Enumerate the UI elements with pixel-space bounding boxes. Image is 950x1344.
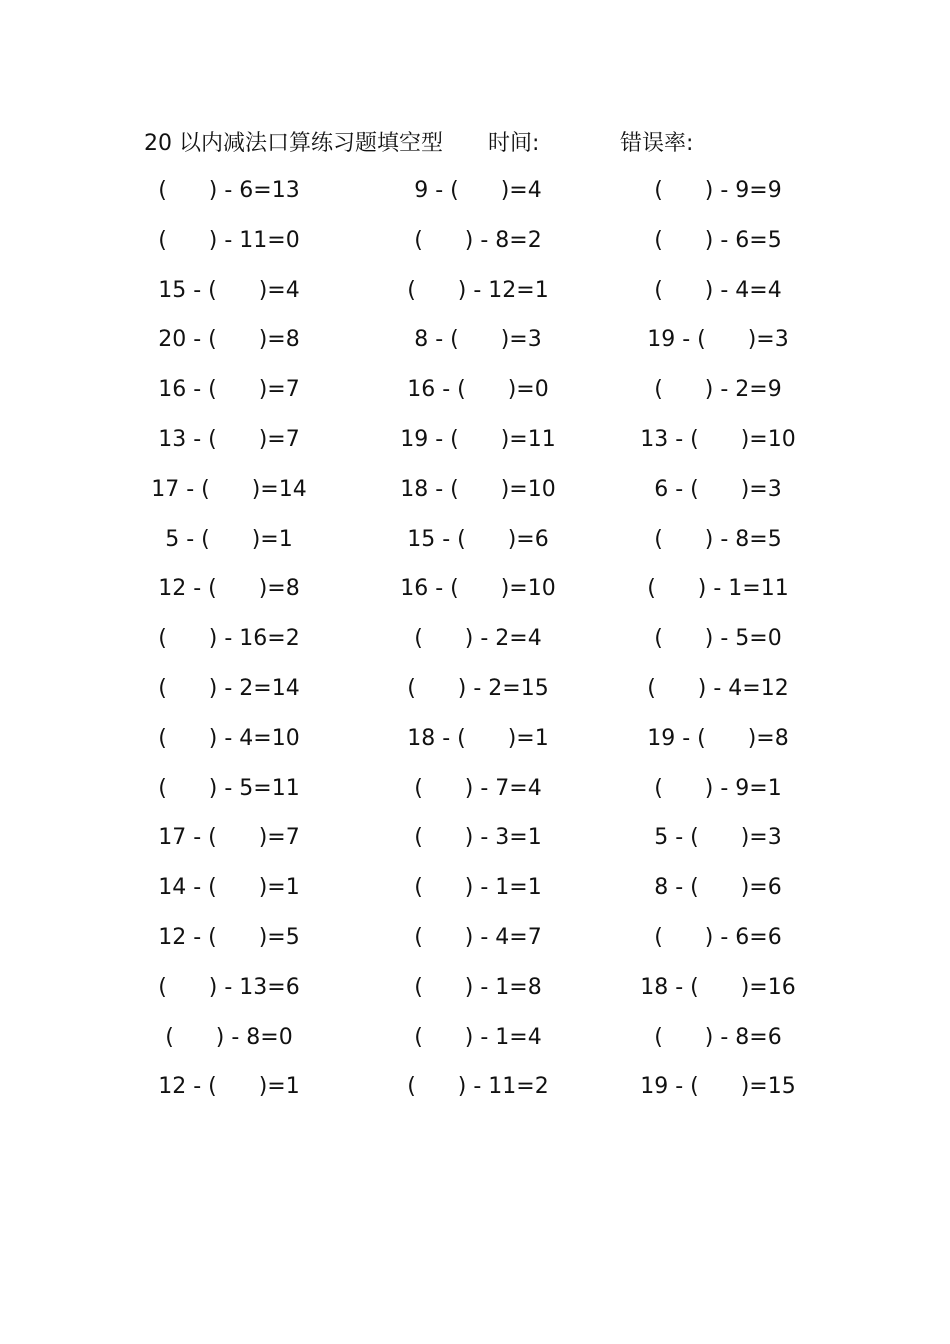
problem-row bbox=[0, 522, 950, 572]
problem-cell: ( ) - 6=6 bbox=[654, 924, 782, 950]
problem-cell: 18 - ( )=16 bbox=[640, 974, 796, 1000]
problem-cell: 18 - ( )=1 bbox=[407, 725, 549, 751]
problem-row bbox=[0, 273, 950, 323]
problem-cell: ( ) - 4=7 bbox=[414, 924, 542, 950]
problem-cell: ( ) - 16=2 bbox=[158, 626, 300, 652]
problem-cell: 12 - ( )=5 bbox=[158, 924, 300, 950]
problem-row bbox=[0, 870, 950, 920]
problem-row bbox=[0, 920, 950, 970]
problem-cell: ( ) - 8=0 bbox=[165, 1024, 293, 1050]
worksheet-title: 20 以内减法口算练习题填空型 bbox=[144, 131, 443, 156]
problem-cell: ( ) - 8=2 bbox=[414, 227, 542, 253]
problem-cell: 15 - ( )=6 bbox=[407, 526, 549, 552]
problem-row bbox=[0, 173, 950, 223]
problem-row bbox=[0, 472, 950, 522]
problem-row bbox=[0, 1020, 950, 1070]
problem-cell: ( ) - 2=9 bbox=[654, 377, 782, 403]
problem-row bbox=[0, 422, 950, 472]
problem-cell: ( ) - 1=1 bbox=[414, 875, 542, 901]
problem-cell: ( ) - 11=2 bbox=[407, 1074, 549, 1100]
problem-cell: 19 - ( )=3 bbox=[647, 327, 789, 353]
problem-cell: 19 - ( )=8 bbox=[647, 725, 789, 751]
problem-cell: 19 - ( )=11 bbox=[400, 426, 556, 452]
problem-cell: ( ) - 4=10 bbox=[158, 725, 300, 751]
problem-cell: ( ) - 1=8 bbox=[414, 974, 542, 1000]
worksheet-header bbox=[0, 126, 950, 160]
problem-cell: 16 - ( )=10 bbox=[400, 576, 556, 602]
problem-row bbox=[0, 721, 950, 771]
problem-cell: 12 - ( )=8 bbox=[158, 576, 300, 602]
problem-cell: ( ) - 5=11 bbox=[158, 775, 300, 801]
problem-cell: 15 - ( )=4 bbox=[158, 277, 300, 303]
problem-row bbox=[0, 223, 950, 273]
problem-row bbox=[0, 322, 950, 372]
problem-grid bbox=[0, 173, 950, 1119]
problem-row bbox=[0, 671, 950, 721]
problem-cell: ( ) - 6=13 bbox=[158, 178, 300, 203]
problem-row bbox=[0, 372, 950, 422]
problem-cell: 9 - ( )=4 bbox=[414, 178, 542, 203]
problem-cell: ( ) - 3=1 bbox=[414, 825, 542, 851]
error-rate-label: 错误率: bbox=[620, 131, 694, 156]
problem-cell: 16 - ( )=7 bbox=[158, 377, 300, 403]
problem-cell: 17 - ( )=7 bbox=[158, 825, 300, 851]
problem-row bbox=[0, 621, 950, 671]
problem-row bbox=[0, 820, 950, 870]
problem-cell: ( ) - 9=1 bbox=[654, 775, 782, 801]
problem-row bbox=[0, 1069, 950, 1119]
problem-cell: ( ) - 4=4 bbox=[654, 277, 782, 303]
problem-cell: 17 - ( )=14 bbox=[151, 476, 307, 502]
problem-cell: 8 - ( )=6 bbox=[654, 875, 782, 901]
problem-cell: ( ) - 8=6 bbox=[654, 1024, 782, 1050]
problem-row bbox=[0, 571, 950, 621]
problem-cell: 5 - ( )=3 bbox=[654, 825, 782, 851]
problem-cell: ( ) - 13=6 bbox=[158, 974, 300, 1000]
problem-cell: 16 - ( )=0 bbox=[407, 377, 549, 403]
problem-cell: ( ) - 7=4 bbox=[414, 775, 542, 801]
problem-cell: ( ) - 12=1 bbox=[407, 277, 549, 303]
problem-cell: ( ) - 1=4 bbox=[414, 1024, 542, 1050]
problem-cell: ( ) - 2=4 bbox=[414, 626, 542, 652]
problem-cell: ( ) - 6=5 bbox=[654, 227, 782, 253]
time-label: 时间: bbox=[488, 131, 540, 156]
problem-cell: ( ) - 2=14 bbox=[158, 675, 300, 701]
problem-cell: 14 - ( )=1 bbox=[158, 875, 300, 901]
problem-cell: ( ) - 5=0 bbox=[654, 626, 782, 652]
problem-cell: 13 - ( )=10 bbox=[640, 426, 796, 452]
problem-cell: ( ) - 11=0 bbox=[158, 227, 300, 253]
problem-cell: 6 - ( )=3 bbox=[654, 476, 782, 502]
problem-cell: ( ) - 8=5 bbox=[654, 526, 782, 552]
problem-row bbox=[0, 970, 950, 1020]
problem-row bbox=[0, 771, 950, 821]
problem-cell: ( ) - 9=9 bbox=[654, 178, 782, 203]
problem-cell: 18 - ( )=10 bbox=[400, 476, 556, 502]
problem-cell: 12 - ( )=1 bbox=[158, 1074, 300, 1100]
problem-cell: 5 - ( )=1 bbox=[165, 526, 293, 552]
problem-cell: 8 - ( )=3 bbox=[414, 327, 542, 353]
problem-cell: ( ) - 4=12 bbox=[647, 675, 789, 701]
problem-cell: ( ) - 1=11 bbox=[647, 576, 789, 602]
problem-cell: 19 - ( )=15 bbox=[640, 1074, 796, 1100]
problem-cell: 13 - ( )=7 bbox=[158, 426, 300, 452]
problem-cell: 20 - ( )=8 bbox=[158, 327, 300, 353]
problem-cell: ( ) - 2=15 bbox=[407, 675, 549, 701]
